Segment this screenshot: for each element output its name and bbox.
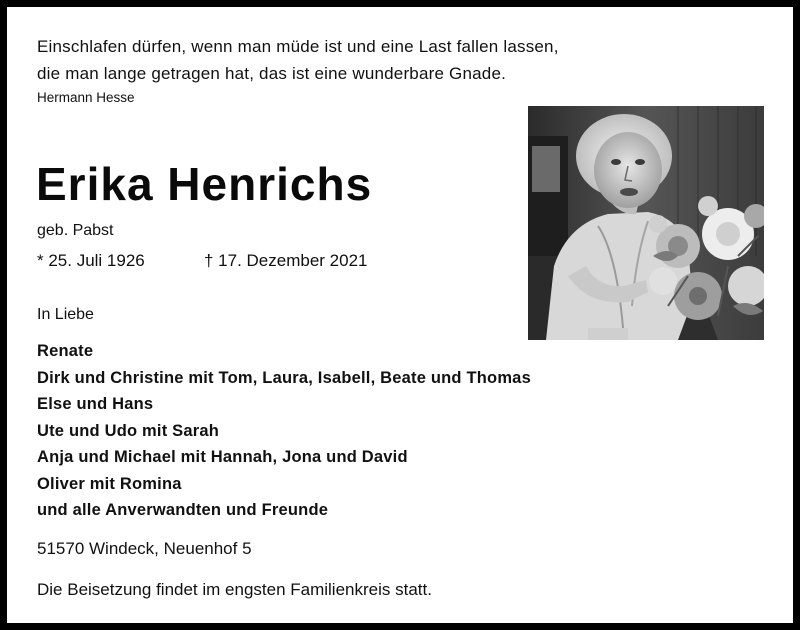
mourners-list [37, 338, 531, 524]
birth-date: * 25. Juli 1926 [37, 251, 145, 270]
dedication: In Liebe [37, 306, 94, 323]
mourner-line: Ute und Udo mit Sarah [37, 421, 220, 440]
mourner-line: Dirk und Christine mit Tom, Laura, Isabell, Beate und Thomas [37, 368, 531, 387]
mourner-line: Else und Hans [37, 395, 154, 413]
maiden-name: geb. Pabst [37, 222, 114, 239]
quote-line-1: Einschlafen dürfen, wenn man müde ist und eine Last fallen lassen, [37, 37, 559, 56]
address: 51570 Windeck, Neuenhof 5 [37, 539, 252, 558]
mourner-line: Renate [37, 342, 94, 360]
portrait-photo [528, 106, 764, 340]
mourner-line: Anja und Michael mit Hannah, Jona und David [37, 448, 408, 466]
quote-line-2: die man lange getragen hat, das ist eine wunderbare Gnade. [37, 64, 507, 83]
quote-author: Hermann Hesse [37, 90, 135, 105]
mourner-line: und alle Anverwandten und Freunde [37, 501, 329, 519]
burial-notice: Die Beisetzung findet im engsten Familienkreis statt. [37, 580, 432, 599]
death-date: † 17. Dezember 2021 [204, 251, 368, 270]
mourner-line: Oliver mit Romina [37, 474, 182, 493]
portrait-illustration [528, 106, 764, 340]
deceased-name: Erika Henrichs [36, 158, 373, 210]
